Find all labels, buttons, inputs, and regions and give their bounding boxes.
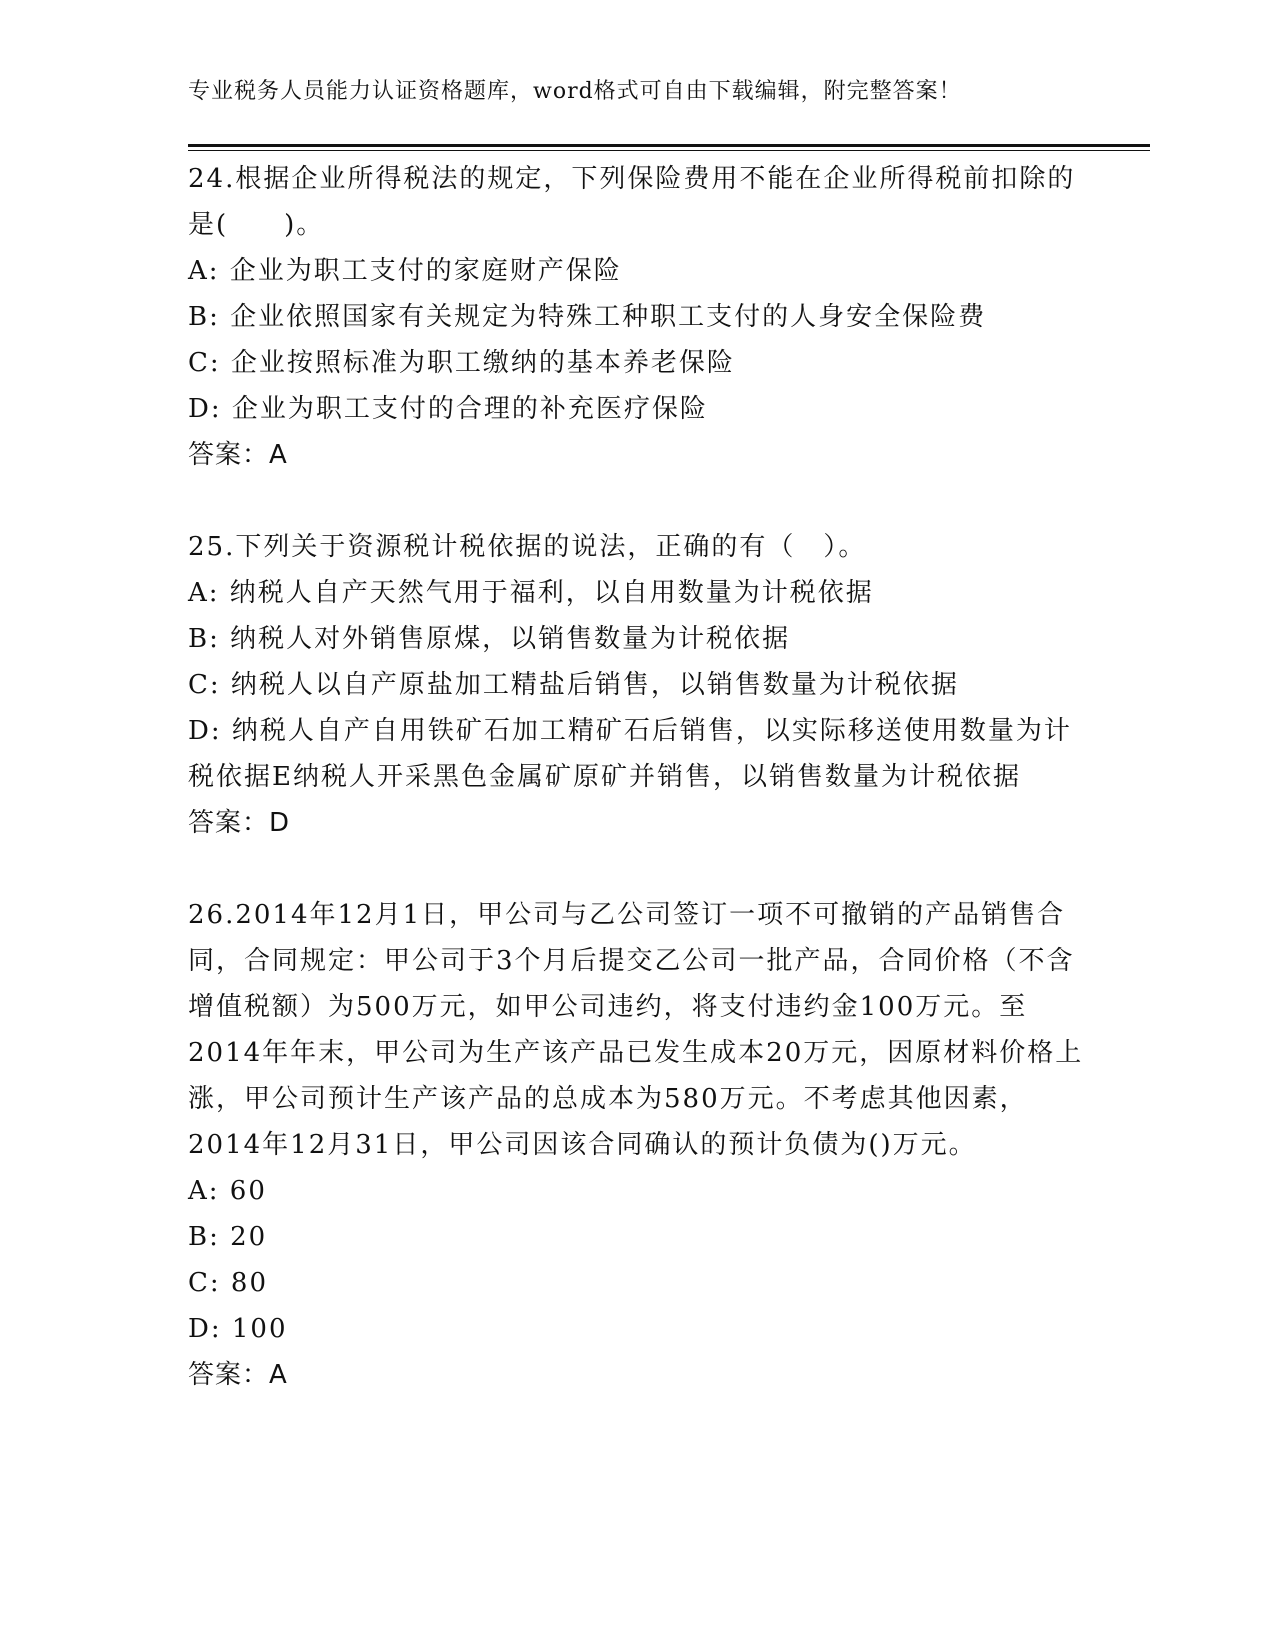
- page-header-text: 专业税务人员能力认证资格题库，word格式可自由下载编辑，附完整答案！: [188, 79, 962, 104]
- question-stem: 24.根据企业所得税法的规定，下列保险费用不能在企业所得税前扣除的是( )。: [188, 164, 1076, 240]
- question-24: [188, 156, 1088, 478]
- option-b: B: 纳税人对外销售原煤，以销售数量为计税依据: [188, 624, 791, 654]
- option-d: D: 企业为职工支付的合理的补充医疗保险: [188, 394, 708, 424]
- question-stem: 25.下列关于资源税计税依据的说法，正确的有（ ）。: [188, 532, 867, 562]
- option-a: A: 纳税人自产天然气用于福利，以自用数量为计税依据: [188, 578, 874, 608]
- answer-line: 答案：D: [188, 808, 291, 838]
- option-a: A: 60: [188, 1176, 267, 1206]
- option-b: B: 企业依照国家有关规定为特殊工种职工支付的人身安全保险费: [188, 302, 987, 332]
- answer-line: 答案：A: [188, 440, 288, 470]
- spacer: [188, 846, 1088, 892]
- question-list: [188, 156, 1088, 1398]
- option-d: D: 100: [188, 1314, 288, 1344]
- question-25: [188, 524, 1088, 846]
- option-d: D: 纳税人自产自用铁矿石加工精矿石后销售，以实际移送使用数量为计税依据E纳税人开采黑色金属矿原矿并销售，以销售数量为计税依据: [188, 716, 1072, 792]
- option-c: C: 企业按照标准为职工缴纳的基本养老保险: [188, 348, 735, 378]
- answer-line: 答案：A: [188, 1360, 288, 1390]
- question-stem: 26.2014年12月1日，甲公司与乙公司签订一项不可撤销的产品销售合同，合同规定：甲公司于3个月后提交乙公司一批产品，合同价格（不含增值税额）为500万元，如甲公司违约，将支付违约金100万元。至2014年年末，甲公司为生产该产品已发生成本20万元，因原材料价格上涨，甲公司预计生产该产品的总成本为580万元。不考虑其他因素，2014年12月31日，甲公司因该合同确认的预计负债为()万元。: [188, 900, 1084, 1160]
- option-c: C: 纳税人以自产原盐加工精盐后销售，以销售数量为计税依据: [188, 670, 959, 700]
- spacer: [188, 478, 1088, 524]
- header-rule-thin: [188, 150, 1150, 151]
- option-c: C: 80: [188, 1268, 269, 1298]
- header-rule-thick: [188, 144, 1150, 147]
- option-b: B: 20: [188, 1222, 268, 1252]
- question-26: [188, 892, 1088, 1398]
- option-a: A: 企业为职工支付的家庭财产保险: [188, 256, 622, 286]
